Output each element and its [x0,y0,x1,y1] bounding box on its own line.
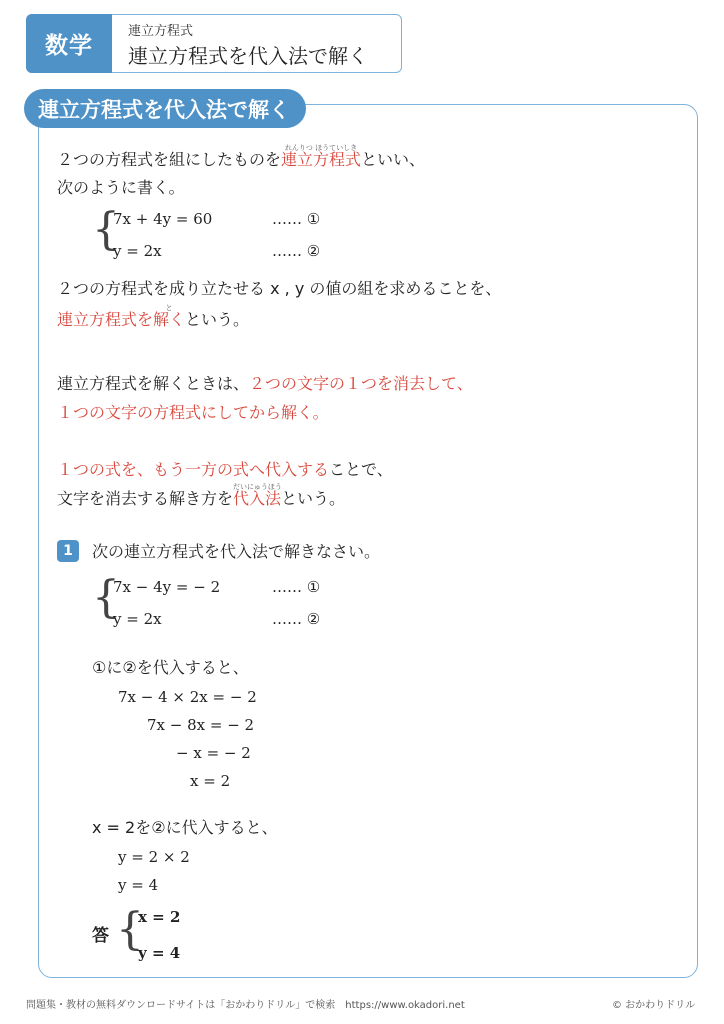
term-rennritsu [281,144,362,170]
step-line-3: − x = − 2 [176,744,251,762]
intro-text: という。 [185,310,250,329]
subject-tab: 数学 [26,14,112,73]
unit-label: 連立方程式 [128,24,194,39]
problem-number-badge: 1 [57,540,79,562]
example-eq-1: 7x + 4y = 60 [113,210,213,228]
footer-copyright: © おかわりドリル [612,1000,696,1011]
problem-eq-2: y = 2x [113,610,162,628]
example-eq-2-ref: …… ② [272,242,321,260]
intro-p4-line-1 [57,460,393,480]
step-line-1: 7x − 4 × 2x = − 2 [118,688,257,706]
intro-p4-line-2 [57,483,346,509]
intro-p2-line-1: ２つの方程式を成り立たせる x , y の値の組を求めることを、 [57,279,502,298]
problem-eq-2-ref: …… ② [272,610,321,628]
problem-prompt: 次の連立方程式を代入法で解きなさい。 [92,542,381,561]
example-eq-1-ref: …… ① [272,210,321,228]
problem-eq-1: 7x − 4y = − 2 [113,578,221,596]
intro-text: ２つの方程式を組にしたものを [57,150,282,169]
answer-x: x = 2 [138,908,181,926]
intro-p3-line-1 [57,374,473,394]
term-text: 連立方程式 [281,150,362,169]
ruby: と [165,304,173,312]
term-text: 解く [153,310,186,329]
footer-text: 問題集・教材の無料ダウンロードサイトは「おかわりドリル」で検索 https://www.okadori.net [26,1000,465,1011]
content-frame [38,104,698,978]
term-dainyuho [233,483,282,509]
emphasis-text: ２つの文字の１つを消去して、 [249,374,473,393]
emphasis-text: １つの式を、もう一方の式へ代入する [57,460,330,479]
intro-text: 文字を消去する解き方を [57,489,234,508]
answer-y: y = 4 [138,944,181,962]
intro-p3-line-2: １つの文字の方程式にしてから解く。 [57,403,329,422]
page-title: 連立方程式を代入法で解く [128,44,368,68]
intro-text: ことで、 [329,460,393,479]
intro-text: といい、 [361,150,426,169]
brace-left: { [92,204,120,255]
intro-line-2: 次のように書く。 [57,178,185,197]
intro-p2-line-2 [57,304,250,330]
example-eq-2: y = 2x [113,242,162,260]
term-text: 代入法 [233,489,282,508]
step-line-4: x = 2 [190,772,231,790]
term-text: 連立方程式を [57,310,154,329]
step-line-2: 7x − 8x = − 2 [147,716,255,734]
step-intro: ①に②を代入すると、 [92,658,249,677]
problem-eq-1-ref: …… ① [272,578,321,596]
step2-line-1: y = 2 × 2 [118,848,190,866]
brace-left: { [116,904,144,955]
step2-intro: x = 2を②に代入すると、 [92,818,278,837]
term-toku [153,304,186,330]
ruby: だいにゅうほう [233,483,282,491]
ruby: れんりつ ほうていしき [284,144,358,152]
brace-left: { [92,572,120,623]
intro-text: という。 [281,489,346,508]
intro-text: 連立方程式を解くときは、 [57,374,250,393]
answer-label: 答 [92,926,109,946]
section-title: 連立方程式を代入法で解く [24,89,306,128]
intro-line-1 [57,144,426,170]
step2-line-2: y = 4 [118,876,159,894]
